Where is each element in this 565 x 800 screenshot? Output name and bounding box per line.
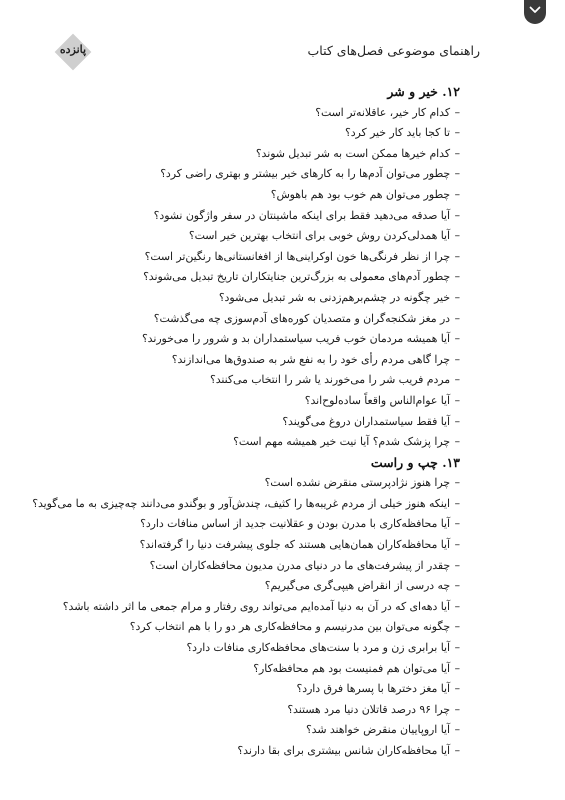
question-text: چرا از نظر فرنگی‌ها خون اوکراینی‌ها از افغانستانی‌ها رنگین‌تر است؟ <box>144 249 450 263</box>
question-item <box>70 741 460 762</box>
page-header <box>60 36 480 66</box>
question-item <box>70 535 460 556</box>
question-text: چگونه می‌توان بین مدرنیسم و محافظه‌کاری هر دو را با هم انتخاب کرد؟ <box>129 620 450 634</box>
question-text: آیا محافظه‌کاری با مدرن بودن و عقلانیت جدید از اساس منافات دارد؟ <box>140 517 450 531</box>
question-text: چرا هنوز نژادپرستی منقرض نشده است؟ <box>264 476 450 490</box>
question-text: آیا مغز دخترها با پسرها فرق دارد؟ <box>296 682 450 696</box>
bullet-dash: – <box>454 744 460 757</box>
bullet-dash: – <box>454 146 460 160</box>
section-heading: ۱۳. چپ و راست <box>370 454 460 470</box>
bullet-dash: – <box>454 538 460 552</box>
question-text: چطور می‌توان آدم‌ها را به کارهای خیر بیشتر و بهتری راضی کرد؟ <box>160 167 450 181</box>
question-text: خیر چگونه در چشم‌برهم‌زدنی به شر تبدیل می‌شود؟ <box>218 290 450 304</box>
bullet-dash: – <box>454 332 460 346</box>
question-item <box>70 350 460 371</box>
bullet-dash: – <box>454 476 460 490</box>
question-text: کدام کار خیر، عاقلانه‌تر است؟ <box>315 105 450 119</box>
question-item <box>70 267 460 288</box>
question-item <box>70 309 460 330</box>
bullet-dash: – <box>454 620 460 634</box>
bullet-dash: – <box>454 208 460 222</box>
collapse-button[interactable] <box>524 0 546 24</box>
question-text: چقدر از پیشرفت‌های ما در دنیای مدرن مدیون محافظه‌کاران است؟ <box>149 558 450 572</box>
question-text: آیا عوام‌الناس واقعاً ساده‌لوح‌اند؟ <box>304 393 450 407</box>
running-title: راهنمای موضوعی فصل‌های کتاب <box>307 43 480 58</box>
question-text: تا کجا باید کار خیر کرد؟ <box>345 126 450 140</box>
chevron-down-icon <box>529 6 541 14</box>
question-item <box>70 576 460 597</box>
question-text: آیا همدلی‌کردن روش خوبی برای انتخاب بهترین خیر است؟ <box>188 229 450 243</box>
question-item <box>70 700 460 721</box>
question-item <box>62 597 460 618</box>
bullet-dash: – <box>454 187 460 201</box>
bullet-dash: – <box>454 167 460 181</box>
question-list <box>32 82 460 762</box>
question-text: چرا گاهی مردم رأی خود را به نفع شر به صندوق‌ها می‌اندازند؟ <box>171 352 450 366</box>
page-number-label: پانزده <box>59 43 87 56</box>
question-item <box>70 514 460 535</box>
question-text: آیا می‌توان هم فمنیست بود هم محافظه‌کار؟ <box>253 661 450 675</box>
bullet-dash: – <box>454 393 460 407</box>
question-text: چطور می‌توان هم خوب بود هم باهوش؟ <box>270 187 450 201</box>
bullet-dash: – <box>454 682 460 696</box>
question-item <box>70 103 460 124</box>
bullet-dash: – <box>454 723 460 737</box>
bullet-dash: – <box>454 352 460 366</box>
question-text: آیا همیشه مردمان خوب فریب سیاستمداران بد و شرور را می‌خورند؟ <box>141 332 450 346</box>
question-item <box>70 226 460 247</box>
question-item <box>70 638 460 659</box>
bullet-dash: – <box>454 641 460 655</box>
question-item <box>70 164 460 185</box>
bullet-dash: – <box>454 496 460 510</box>
section-heading: ۱۲. خیر و شر <box>387 84 460 99</box>
question-text: آیا دهه‌ای که در آن به دنیا آمده‌ایم می‌تواند روی رفتار و مرام جمعی ما اثر داشته باشد؟ <box>62 599 450 613</box>
question-item <box>70 679 460 700</box>
question-item <box>70 391 460 412</box>
question-item <box>70 617 460 638</box>
question-item <box>70 432 460 453</box>
question-text: آیا صدقه می‌دهید فقط برای اینکه ماشینتان در سفر واژگون نشود؟ <box>153 208 450 222</box>
question-item <box>70 288 460 309</box>
question-text: چرا ۹۶ درصد قاتلان دنیا مرد هستند؟ <box>287 702 450 716</box>
question-text: آیا اروپاییان منقرض خواهند شد؟ <box>305 723 450 737</box>
bullet-dash: – <box>454 229 460 243</box>
question-item <box>70 123 460 144</box>
bullet-dash: – <box>454 558 460 572</box>
bullet-dash: – <box>454 579 460 593</box>
bullet-dash: – <box>454 702 460 716</box>
question-item <box>70 370 460 391</box>
question-text: در مغز شکنجه‌گران و متصدیان کوره‌های آدم‌سوزی چه می‌گذشت؟ <box>153 311 450 325</box>
bullet-dash: – <box>454 435 460 449</box>
question-item <box>32 494 460 515</box>
bullet-dash: – <box>454 311 460 325</box>
bullet-dash: – <box>454 599 460 613</box>
top-bar <box>0 0 565 22</box>
question-item <box>70 556 460 577</box>
question-item <box>70 206 460 227</box>
question-item <box>70 185 460 206</box>
question-item <box>70 473 460 494</box>
bullet-dash: – <box>454 517 460 531</box>
question-text: آیا محافظه‌کاران شانس بیشتری برای بقا دارند؟ <box>237 744 450 757</box>
bullet-dash: – <box>454 126 460 140</box>
bullet-dash: – <box>454 661 460 675</box>
bullet-dash: – <box>454 373 460 387</box>
question-text: آیا برابری زن و مرد با سنت‌های محافظه‌کاری منافات دارد؟ <box>186 641 450 655</box>
bullet-dash: – <box>454 249 460 263</box>
question-item <box>70 144 460 165</box>
question-text: مردم فریب شر را می‌خورند یا شر را انتخاب می‌کنند؟ <box>209 373 450 387</box>
question-item <box>70 720 460 741</box>
bullet-dash: – <box>454 105 460 119</box>
question-text: آیا محافظه‌کاران همان‌هایی هستند که جلوی پیشرفت دنیا را گرفته‌اند؟ <box>139 538 450 552</box>
question-text: کدام خیرها ممکن است به شر تبدیل شوند؟ <box>255 146 450 160</box>
bullet-dash: – <box>454 270 460 284</box>
question-text: چرا پزشک شدم؟ آیا نیت خیر همیشه مهم است؟ <box>233 435 450 449</box>
bullet-dash: – <box>454 414 460 428</box>
question-text: چطور آدم‌های معمولی به بزرگ‌ترین جنایتکاران تاریخ تبدیل می‌شوند؟ <box>143 270 450 284</box>
bullet-dash: – <box>454 290 460 304</box>
question-item <box>70 329 460 350</box>
question-item <box>70 659 460 680</box>
question-text: چه درسی از انقراض هیپی‌گری می‌گیریم؟ <box>264 579 450 593</box>
question-text: اینکه هنوز خیلی از مردم غریبه‌ها را کثیف، چندش‌آور و بوگندو می‌دانند چه‌چیزی به ما می‌گوید؟ <box>32 496 450 510</box>
question-item <box>70 412 460 433</box>
question-item <box>70 247 460 268</box>
question-text: آیا فقط سیاستمداران دروغ می‌گویند؟ <box>282 414 450 428</box>
